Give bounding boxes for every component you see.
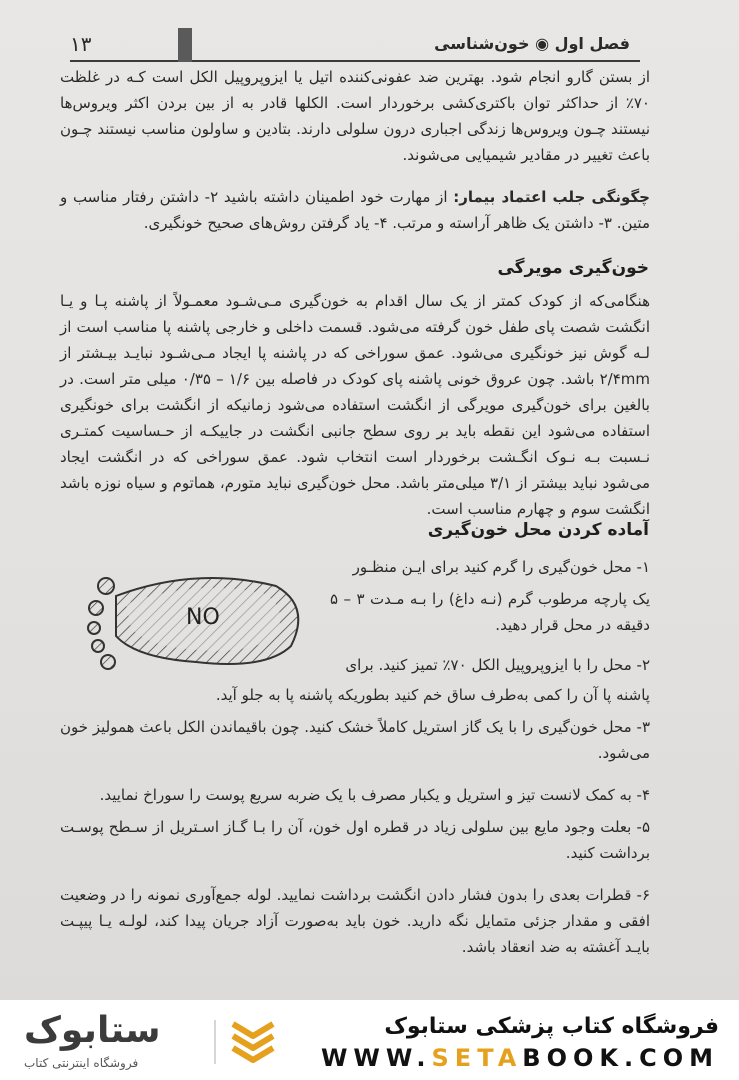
step-1-line-b: یک پارچه مرطوب گرم (نـه داغ) را بـه مـدت ۳ – ۵ دقیقه در محل قرار دهید. bbox=[330, 590, 651, 634]
foot-heel-diagram bbox=[76, 566, 316, 676]
step-2-line-b: پاشنه پا آن را کمی به‌طرف ساق خم کنید بطوریکه پاشنه پا به جلو آید. bbox=[215, 686, 650, 704]
paragraph-patient-trust bbox=[60, 184, 650, 236]
book-stack-icon bbox=[229, 1018, 277, 1066]
url-suffix: BOOK.COM bbox=[522, 1044, 719, 1072]
logo-wordmark: ستابوک bbox=[24, 1010, 161, 1051]
patient-trust-heading: چگونگی جلب اعتماد بیمار: bbox=[453, 188, 650, 206]
step-2-line-a: ۲- محل را با ایزوپروپیل الکل ۷۰٪ تمیز کنید. برای bbox=[345, 656, 650, 674]
step-4: ۴- به کمک لانست تیز و استریل و یکبار مصرف با یک ضربه سریع پوست را سوراخ نمایید. bbox=[99, 786, 650, 804]
store-url-link[interactable] bbox=[321, 1044, 719, 1072]
step-5: ۵- بعلت وجود مایع بین سلولی زیاد در قطره اول خون، آن را بـا گـاز اسـتریل از سـطح پوسـت برداشت کنید. bbox=[60, 818, 650, 862]
step-3: ۳- محل خون‌گیری را با یک گاز استریل کاملاً خشک کنید. چون باقیماندن الکل باعث همولیز خون می‌شود. bbox=[60, 718, 650, 762]
step-1-line-a: ۱- محل خون‌گیری را گرم کنید برای ایـن منظـور bbox=[352, 558, 650, 576]
paragraph-capillary: هنگامی‌که از کودک کمتر از یک سال اقدام به خون‌گیری مـی‌شـود معمـولاً از پاشنه پـا و یـا انگشت شصت پای طفل خون گرفته می‌شود. قسمت داخلی و خارجی پاشنه پا مناسب است از لـه گوش نیز خونگیری می‌شود. عمق سوراخی که در پاشنه پا ایجاد مـی‌شـود نبایـد بیـشتر از ۲/۴mm باشد. چون عروق خونی پاشنه پای کودک در فاصله بین ۱/۶ – ۰/۳۵ میلی متر است. در بالغین برای خون‌گیری مویرگی از انگشت استفاده می‌شود زمانیکه از انگشت برای خونگیری استفاده می‌شود این نقطه باید بر روی سطح جانبی انگشت در جاییکـه از حـساسیت کمتـری نـسبت بـه نـوک انگـشت برخوردار است انتخاب شود. عمق سوراخی که در انگشت ایجاد می‌شود نباید بیشتر از ۳/۱ میلی‌متر باشد. محل خون‌گیری نباید متورم، هماتوم و سیاه نوزه باشد انگشت سوم و چهارم مناسب است. bbox=[60, 292, 650, 518]
page-header bbox=[70, 28, 640, 62]
url-accent: SETA bbox=[431, 1044, 523, 1072]
store-logo[interactable] bbox=[24, 1010, 274, 1072]
illustration-label: NO bbox=[186, 605, 220, 630]
header-marker bbox=[178, 28, 192, 62]
page-number: ۱۳ bbox=[70, 32, 92, 56]
chapter-title: فصل اول ◉ خون‌شناسی bbox=[434, 34, 630, 53]
logo-divider bbox=[214, 1020, 216, 1064]
section-heading-preparation: آماده کردن محل خون‌گیری bbox=[427, 520, 649, 540]
paragraph-disinfectant: از بستن گارو انجام شود. بهترین ضد عفونی‌کننده اتیل یا ایزوپروپیل الکل است کـه در غلظت ۷۰٪ از حداکثر توان باکتری‌کشی برخوردار است. الکلها قادر به از بین بردن اکثر ویروس‌ها نیستند چـون ویروس‌ها زندگی اجباری درون سلولی دارند. بتادین و ساولون مناسب نیستند چـون باعث تغییر در مقادیر شیمیایی می‌شوند. bbox=[60, 68, 650, 164]
section-heading-capillary: خون‌گیری مویرگی bbox=[497, 258, 649, 278]
step-6: ۶- قطرات بعدی را بدون فشار دادن انگشت برداشت نمایید. لوله جمع‌آوری نمونه را در وضعیت افقی و مقدار جزئی متمایل نگه دارید. خون باید به‌صورت آزاد جریان پیدا کند، لولـه یـا پیپـت بایـد آغشته به ضد انعقاد باشد. bbox=[60, 886, 650, 956]
url-prefix: WWW. bbox=[320, 1044, 432, 1072]
patient-trust-body: از مهارت خود اطمینان داشته باشید ۲- داشتن رفتار مناسب و متین. ۳- داشتن یک ظاهر آراسته و مرتب. ۴- یاد گرفتن روش‌های صحیح خونگیری. bbox=[60, 188, 650, 232]
store-name: فروشگاه کتاب پزشکی ستابوک bbox=[384, 1014, 719, 1039]
logo-tagline: فروشگاه اینترنتی کتاب bbox=[24, 1056, 139, 1070]
store-footer bbox=[0, 1000, 739, 1080]
